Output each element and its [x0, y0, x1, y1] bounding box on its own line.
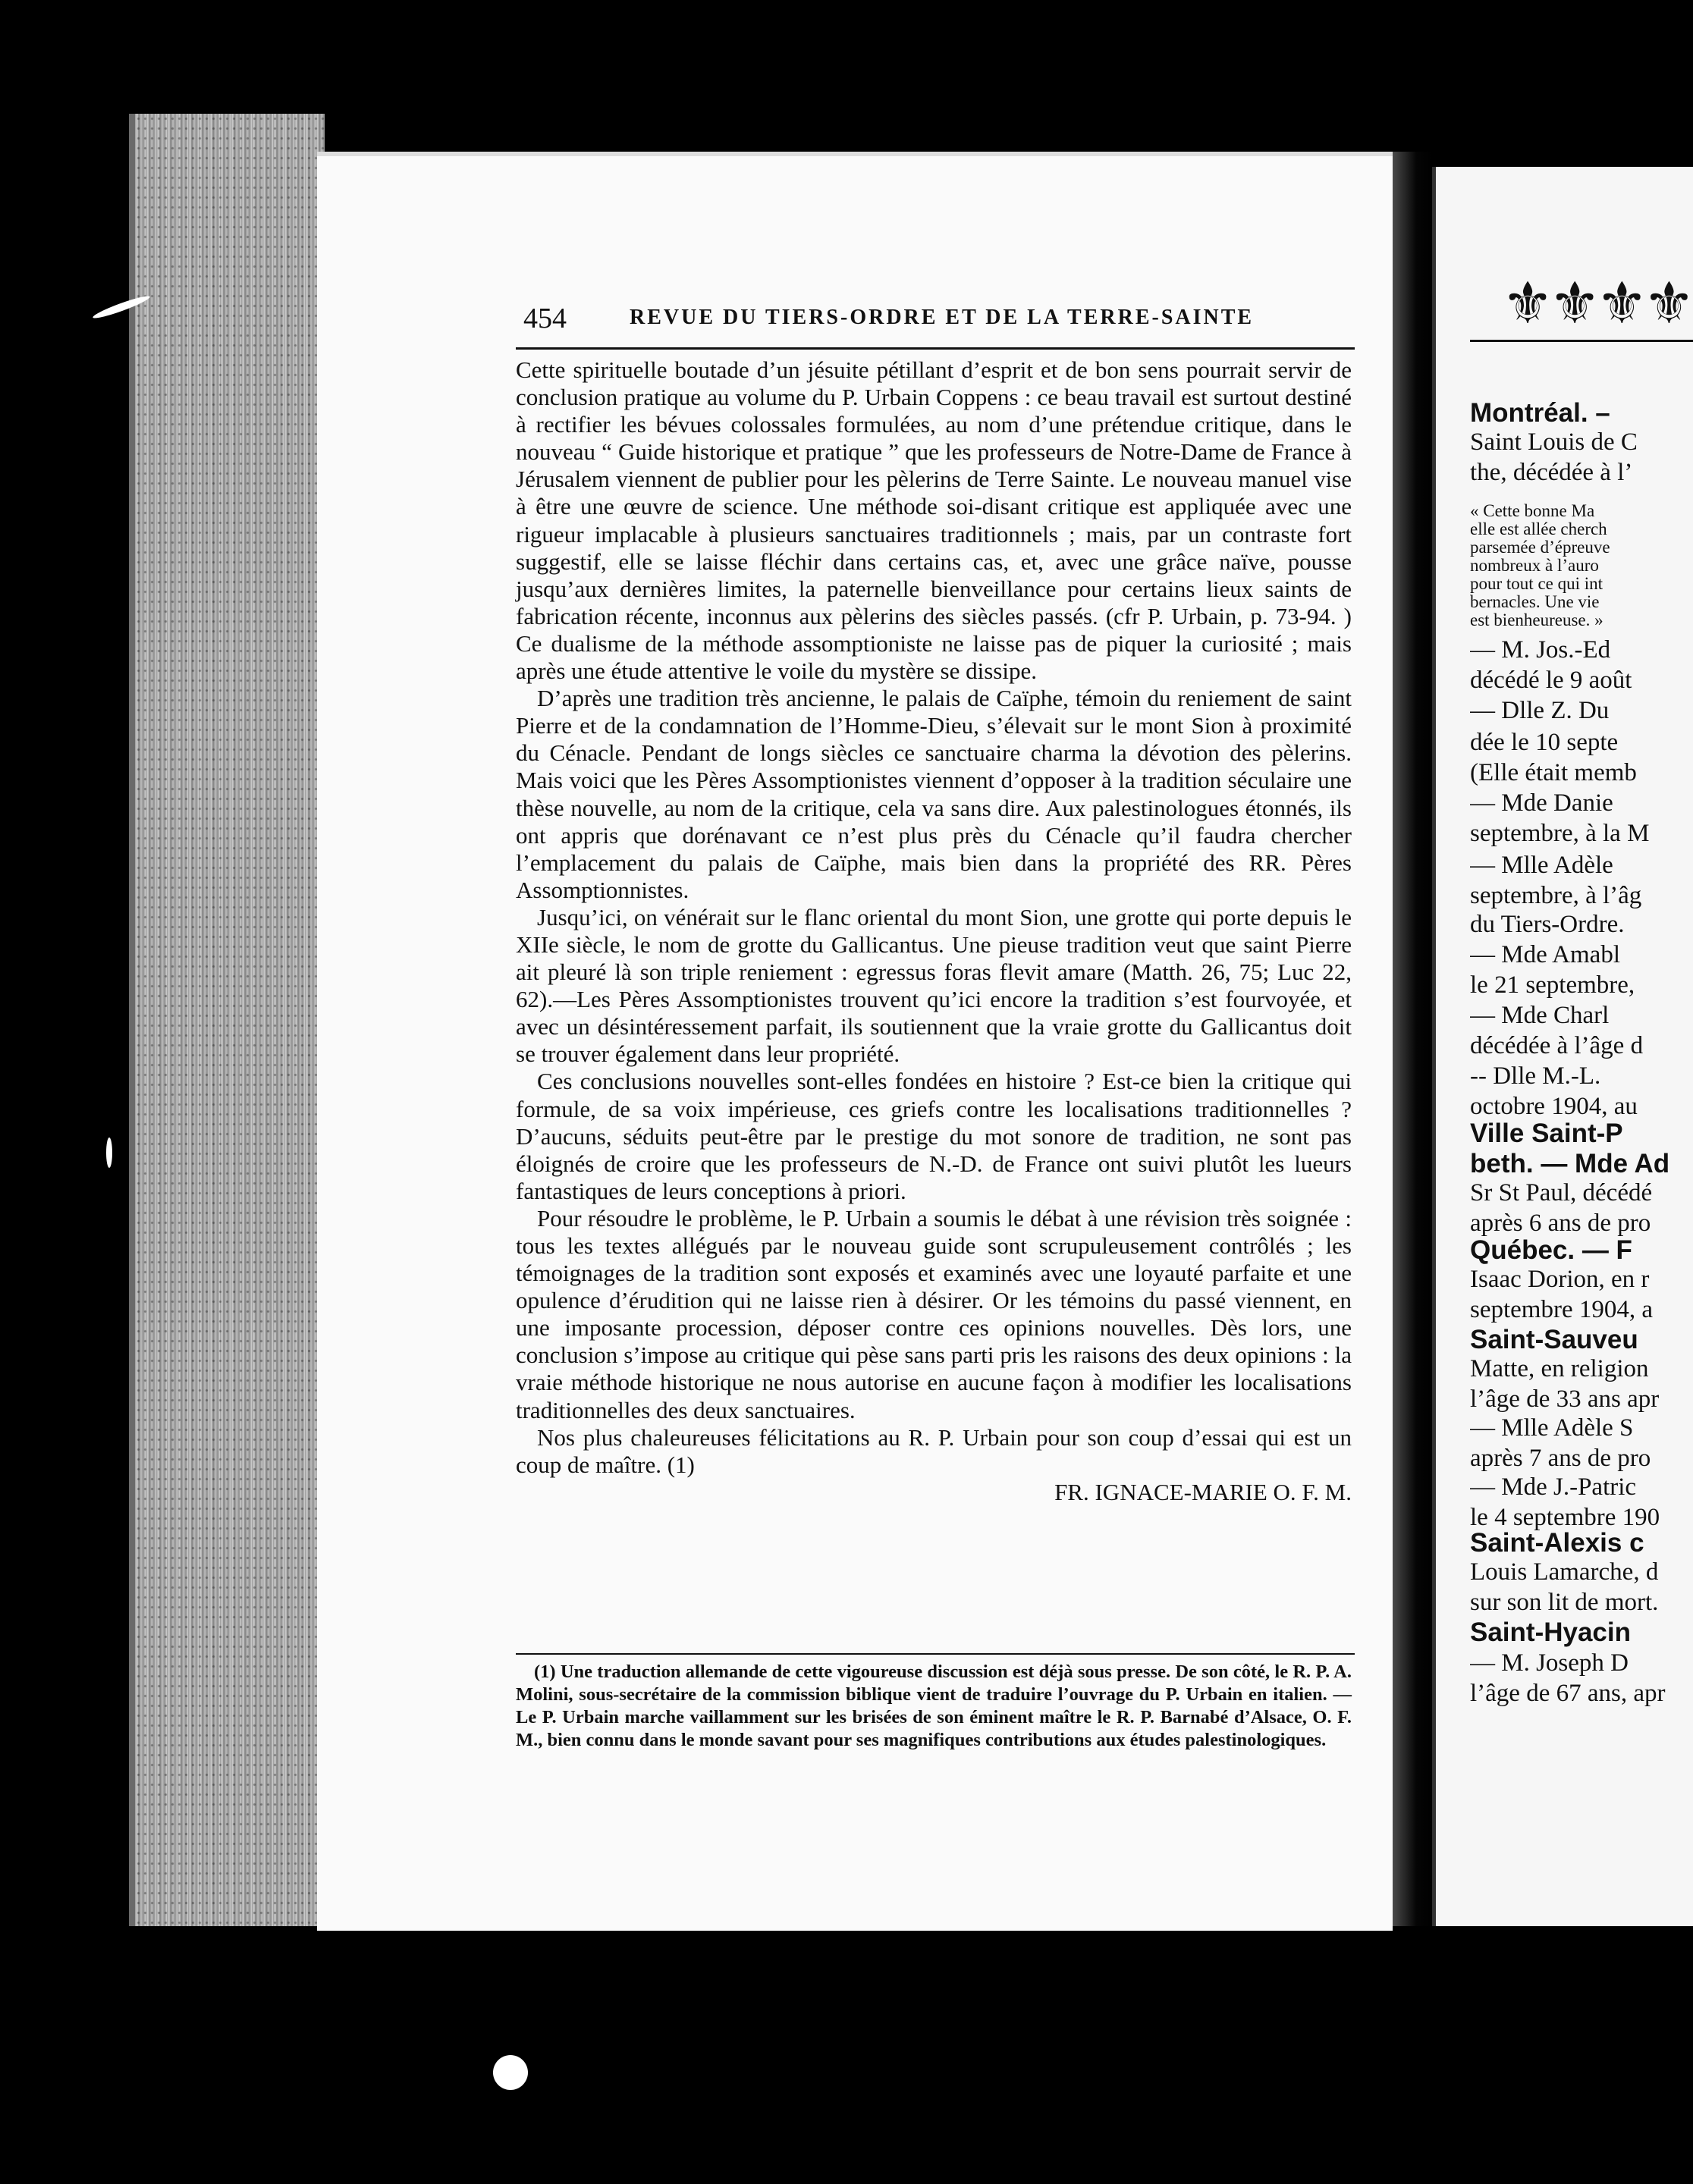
obituary-line: le 21 septembre, — [1470, 971, 1635, 999]
running-title: REVUE DU TIERS-ORDRE ET DE LA TERRE-SAINTE — [630, 306, 1255, 329]
place-heading: Saint-Sauveu — [1470, 1325, 1638, 1354]
place-heading: Québec. — F — [1470, 1235, 1632, 1265]
obituary-line: pour tout ce qui int — [1470, 574, 1603, 593]
scan-speck — [106, 1138, 112, 1168]
obituary-line: après 7 ans de pro — [1470, 1445, 1651, 1472]
page-number: 454 — [523, 303, 567, 334]
closing-paragraph: Nos plus chaleureuses félicitations au R. P. Urbain pour son coup d’essai qui est un coup de maître. (1) — [516, 1423, 1352, 1478]
right-header-rule — [1470, 340, 1693, 342]
paragraph-2: D’après une tradition très ancienne, le palais de Caïphe, témoin du reniement de saint Pierre et de la condamnation de l’Homme-Dieu, s’élevait sur le mont Sion à proximité du Cénacle. Pendant de longs siècles ce sanctuaire charma la dévotion des pèlerins. Mais voici que les Pères Assomptionistes viennent d’opposer à la tradition séculaire une thèse nouvelle, au nom de la critique, cela va sans dire. Aux palestinologues étonnés, ils ont appris que dorénavant ce n’est plus près du Cénacle qu’il faudra chercher l’emplacement du palais de Caïphe, mais bien dans la propriété des RR. Pères Assomptionnistes. — [516, 685, 1352, 903]
obituary-line: du Tiers-Ordre. — [1470, 911, 1625, 938]
obituary-line: the, décédée à l’ — [1470, 459, 1633, 486]
obituary-line: — Mde J.-Patric — [1470, 1473, 1637, 1501]
obituary-line: est bienheureuse. » — [1470, 610, 1603, 629]
obituary-line: dée le 10 septe — [1470, 729, 1619, 756]
place-heading: beth. — Mde Ad — [1470, 1149, 1670, 1178]
signature-line — [516, 1479, 1352, 1506]
obituary-line: le 4 septembre 190 — [1470, 1504, 1660, 1531]
fleur-de-lis-ornament: ⚜⚜⚜⚜ — [1502, 272, 1691, 336]
place-heading: Ville Saint-P — [1470, 1119, 1623, 1148]
footnote-rule — [516, 1653, 1355, 1655]
obituary-line: -- Dlle M.-L. — [1470, 1062, 1601, 1090]
signature: FR. IGNACE-MARIE O. F. M. — [1054, 1478, 1352, 1505]
paragraph-3: Jusqu’ici, on vénérait sur le flanc oriental du mont Sion, une grotte qui porte depuis le XIIe siècle, le nom de grotte du Gallicantus. Une pieuse tradition veut que saint Pierre ait pleuré là son triple reniement : egressus foras flevit amare (Matth. 26, 75; Luc 22, 62).—Les Pères Assomptionistes trouvent qu’ici encore la tradition s’est fourvoyée, et avec un désintéressement parfait, ils soutiennent que la vraie grotte du Gallicantus doit se trouver également dans leur propriété. — [516, 903, 1352, 1068]
paragraph-1: Cette spirituelle boutade d’un jésuite pétillant d’esprit et de bon sens pourrait servir de conclusion pratique au volume du P. Urbain Coppens : ce beau travail est surtout destiné à rectifier les bévues colossales formulées, au nom d’une prétendue critique, dans le nouveau “ Guide historique et pratique ” que les professeurs de Notre-Dame de France à Jérusalem viennent de publier pour les pèlerins de Terre Sainte. Le nouveau manuel vise à être une œuvre de science. Une méthode soi-disant critique est appliquée avec une rigueur implacable à plusieurs sanctuaires traditionnels ; mais, par un contraste fort suggestif, elle se laisse fléchir dans certains cas, et, avec une grâce naïve, pousse jusqu’aux dernières limites, la paternelle bienveillance pour certains lieux saints de fabrication récente, inconnus aux pèlerins des siècles passés. (cfr P. Urbain, p. 73-94. ) Ce dualisme de la méthode assomptioniste ne laisse pas de piquer la curiosité ; mais après une étude attentive le voile du mystère se dissipe. — [516, 356, 1352, 685]
obituary-line: — M. Joseph D — [1470, 1649, 1629, 1677]
obituary-line: nombreux à l’auro — [1470, 556, 1599, 575]
obituary-line: sur son lit de mort. — [1470, 1589, 1659, 1616]
obituary-line: — M. Jos.-Ed — [1470, 636, 1611, 664]
place-heading: Saint-Alexis c — [1470, 1528, 1644, 1558]
book-page-edges — [129, 114, 325, 1926]
scan-speck — [493, 2055, 528, 2090]
obituary-line: septembre, à la M — [1470, 820, 1650, 847]
obituary-line: l’âge de 67 ans, apr — [1470, 1680, 1666, 1707]
footnote — [516, 1661, 1352, 1752]
obituary-line: Sr St Paul, décédé — [1470, 1179, 1653, 1207]
obituary-line: — Mde Amabl — [1470, 941, 1620, 968]
place-heading: Montréal. – — [1470, 398, 1610, 428]
obituary-line: Saint Louis de C — [1470, 428, 1638, 456]
obituary-line: — Mde Charl — [1470, 1002, 1610, 1029]
obituary-line: après 6 ans de pro — [1470, 1210, 1651, 1237]
obituary-line: Matte, en religion — [1470, 1355, 1649, 1382]
obituary-line: — Mde Danie — [1470, 789, 1613, 817]
obituary-line: parsemée d’épreuve — [1470, 538, 1610, 557]
footnote-text: (1) Une traduction allemande de cette vigoureuse discussion est déjà sous presse. De son côté, le R. P. A. Molini, sous-secrétaire de la commission biblique vient de traduire l’ouvrage du P. Urbain en italien. — Le P. Urbain marche vaillamment sur les brisées de son éminent maître le R. P. Barnabé d’Alsace, O. F. M., bien connu dans le monde savant pour ses magnifiques contributions aux études palestinologiques. — [516, 1662, 1352, 1750]
obituary-line: Isaac Dorion, en r — [1470, 1266, 1650, 1293]
paragraph-4: Ces conclusions nouvelles sont-elles fondées en histoire ? Est-ce bien la critique qui formule, de sa voix impérieuse, ces griefs contre les localisations traditionnelles ? D’aucuns, séduits peut-être par le prestige du mot sonore de tradition, ne sont pas éloignés de croire que les professeurs de N.-D. de France ont suivi plutôt les lueurs fantastiques de leurs conceptions à priori. — [516, 1068, 1352, 1204]
obituary-line: bernacles. Une vie — [1470, 592, 1600, 611]
obituary-line: octobre 1904, au — [1470, 1093, 1638, 1120]
obituary-line: — Dlle Z. Du — [1470, 697, 1610, 724]
obituary-line: « Cette bonne Ma — [1470, 501, 1595, 520]
obituary-line: Louis Lamarche, d — [1470, 1558, 1659, 1586]
place-heading: Saint-Hyacin — [1470, 1618, 1631, 1647]
obituary-line: — Mlle Adèle — [1470, 852, 1613, 879]
header-rule — [516, 347, 1355, 350]
obituary-line: septembre 1904, a — [1470, 1296, 1654, 1323]
obituary-line: — Mlle Adèle S — [1470, 1414, 1634, 1442]
article-body — [516, 356, 1352, 1506]
obituary-line: (Elle était memb — [1470, 759, 1637, 786]
obituary-line: l’âge de 33 ans apr — [1470, 1385, 1660, 1413]
page-header — [523, 302, 1356, 337]
obituary-line: elle est allée cherch — [1470, 519, 1607, 538]
book-gutter — [1393, 152, 1432, 1926]
obituary-line: décédé le 9 août — [1470, 667, 1632, 694]
right-page-text — [1470, 398, 1693, 1915]
obituary-line: septembre, à l’âg — [1470, 882, 1642, 909]
paragraph-5: Pour résoudre le problème, le P. Urbain a soumis le débat à une révision très soignée : tous les textes allégués par le nouveau guide sont scrupuleusement contrôlés ; les témoignages de la tradition sont exposés et examinés avec une loyauté parfaite et une opulence d’érudition qui ne laisse rien à désirer. Or les témoins du passé viennent, en une imposante procession, déposer contre ces opinions nouvelles. Dès lors, une conclusion s’impose au critique qui pèse sans parti pris les raisons des deux opinions : la vraie méthode historique ne nous autorise en aucune façon à modifier les localisations traditionnelles des deux sanctuaires. — [516, 1204, 1352, 1423]
obituary-line: décédée à l’âge d — [1470, 1032, 1644, 1059]
